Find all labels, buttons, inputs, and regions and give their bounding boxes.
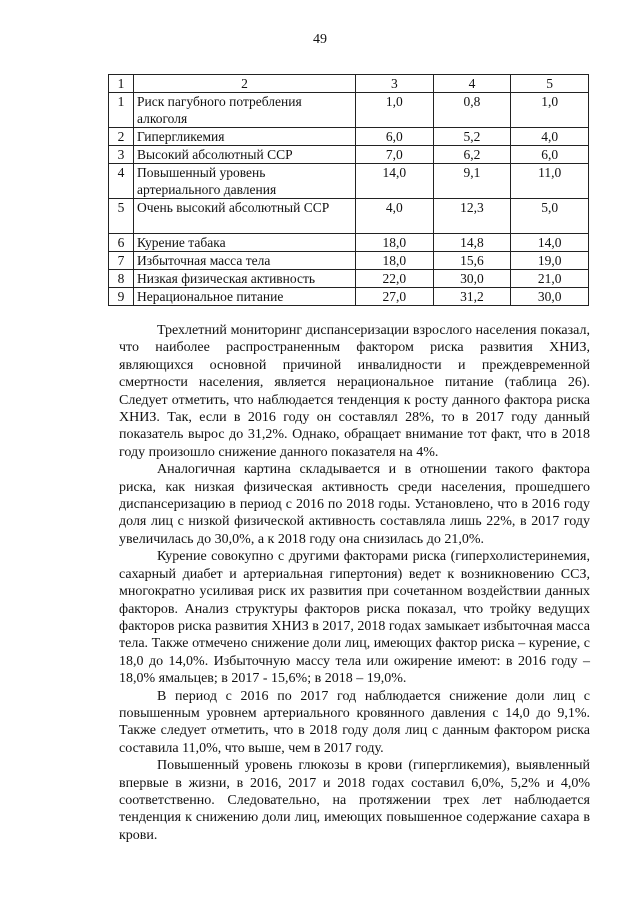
value-2016: 18,0 bbox=[356, 234, 434, 252]
risk-factor-name: Гипергликемия bbox=[134, 128, 356, 146]
table-header-row bbox=[109, 75, 589, 93]
value-2018: 5,0 bbox=[511, 199, 589, 234]
value-2018: 14,0 bbox=[511, 234, 589, 252]
header-cell-2: 2 bbox=[134, 75, 356, 93]
risk-factor-name: Риск пагубного потребления алкоголя bbox=[134, 93, 356, 128]
header-cell-1: 1 bbox=[109, 75, 134, 93]
paragraph-smoking: Курение совокупно с другими факторами риска (гиперхолистеринемия, сахарный диабет и артериальная гипертония) ведет к возникновению ССЗ, многократно усиливая риск их развития при сочетанном воздействии данных факторов. Анализ структуры факторов риска показал, что тройку ведущих факторов риска развития ХНИЗ в 2017, 2018 годах замыкает избыточная масса тела. Также отмечено снижение доли лиц, имеющих фактор риска – курение, с 18,0 до 14,0%. Избыточную массу тела или ожирение имеют: в 2016 году – 18,0% ямальцев; в 2017 - 15,6%; в 2018 – 19,0%. bbox=[119, 549, 590, 687]
paragraph-blood-pressure: В период с 2016 по 2017 год наблюдается снижение доли лиц с повышенным уровнем артериального кровянного давления с 14,0 до 9,1%. Также следует отметить, что в 2018 году доля лиц с данным фактором риска составила 11,0%, что выше, чем в 2017 году. bbox=[119, 688, 590, 756]
risk-factors-table bbox=[108, 74, 589, 306]
value-2017: 0,8 bbox=[433, 93, 511, 128]
header-cell-3: 3 bbox=[356, 75, 434, 93]
value-2016: 4,0 bbox=[356, 199, 434, 234]
value-2017: 6,2 bbox=[433, 146, 511, 164]
value-2016: 27,0 bbox=[356, 288, 434, 306]
paragraph-physical-activity: Аналогичная картина складывается и в отношении такого фактора риска, как низкая физическая активность среди населения, прошедшего диспансеризацию в период с 2016 по 2018 годы. Установлено, что в 2016 году доля лиц с низкой физической активность составляла лишь 22%, в 2017 году увеличилась до 30,0%, а к 2018 году она снизилась до 21,0%. bbox=[119, 462, 590, 547]
table-row bbox=[109, 234, 589, 252]
value-2017: 30,0 bbox=[433, 270, 511, 288]
risk-factor-name: Повышенный уровень артериального давления bbox=[134, 164, 356, 199]
value-2017: 15,6 bbox=[433, 252, 511, 270]
risk-factor-name: Высокий абсолютный ССР bbox=[134, 146, 356, 164]
risk-factor-name: Очень высокий абсолютный ССР bbox=[134, 199, 356, 234]
paragraph-nutrition: Трехлетний мониторинг диспансеризации взрослого населения показал, что наиболее распространенным фактором риска развития ХНИЗ, являющихся основной причиной инвалидности и преждевременной смертности населения, является нерациональное питание (таблица 26). Следует отметить, что наблюдается тенденция к росту данного фактора риска ХНИЗ. Так, если в 2016 году он составлял 28%, то в 2017 году данный показатель вырос до 31,2%. Однако, обращает внимание тот факт, что в 2018 году произошло снижение данного показателя на 4%. bbox=[119, 323, 590, 460]
value-2017: 14,8 bbox=[433, 234, 511, 252]
row-number: 7 bbox=[109, 252, 134, 270]
table-row bbox=[109, 146, 589, 164]
value-2018: 6,0 bbox=[511, 146, 589, 164]
row-number: 2 bbox=[109, 128, 134, 146]
value-2018: 11,0 bbox=[511, 164, 589, 199]
value-2018: 30,0 bbox=[511, 288, 589, 306]
value-2016: 14,0 bbox=[356, 164, 434, 199]
value-2016: 7,0 bbox=[356, 146, 434, 164]
value-2018: 21,0 bbox=[511, 270, 589, 288]
value-2018: 4,0 bbox=[511, 128, 589, 146]
table-row bbox=[109, 270, 589, 288]
value-2017: 5,2 bbox=[433, 128, 511, 146]
row-number: 9 bbox=[109, 288, 134, 306]
header-cell-5: 5 bbox=[511, 75, 589, 93]
value-2016: 22,0 bbox=[356, 270, 434, 288]
row-number: 4 bbox=[109, 164, 134, 199]
body-text bbox=[119, 322, 590, 844]
table-row bbox=[109, 288, 589, 306]
value-2018: 1,0 bbox=[511, 93, 589, 128]
risk-factor-name: Избыточная масса тела bbox=[134, 252, 356, 270]
value-2016: 6,0 bbox=[356, 128, 434, 146]
value-2018: 19,0 bbox=[511, 252, 589, 270]
paragraph-glucose: Повышенный уровень глюкозы в крови (гипергликемия), выявленный впервые в жизни, в 2016, 2017 и 2018 годах составил 6,0%, 5,2% и 4,0% соответственно. Следовательно, на протяжении трех лет наблюдается тенденция к снижению доли лиц, имеющих повышенное содержание сахара в крови. bbox=[119, 758, 590, 843]
table-row bbox=[109, 164, 589, 199]
row-number: 5 bbox=[109, 199, 134, 234]
value-2016: 1,0 bbox=[356, 93, 434, 128]
risk-factor-name: Курение табака bbox=[134, 234, 356, 252]
risk-factor-name: Нерациональное питание bbox=[134, 288, 356, 306]
row-number: 6 bbox=[109, 234, 134, 252]
row-number: 8 bbox=[109, 270, 134, 288]
value-2016: 18,0 bbox=[356, 252, 434, 270]
table-row bbox=[109, 93, 589, 128]
value-2017: 9,1 bbox=[433, 164, 511, 199]
header-cell-4: 4 bbox=[433, 75, 511, 93]
table-row bbox=[109, 128, 589, 146]
value-2017: 12,3 bbox=[433, 199, 511, 234]
row-number: 3 bbox=[109, 146, 134, 164]
risk-factor-name: Низкая физическая активность bbox=[134, 270, 356, 288]
page-number: 49 bbox=[313, 32, 327, 47]
value-2017: 31,2 bbox=[433, 288, 511, 306]
table-row bbox=[109, 199, 589, 234]
table-row bbox=[109, 252, 589, 270]
row-number: 1 bbox=[109, 93, 134, 128]
